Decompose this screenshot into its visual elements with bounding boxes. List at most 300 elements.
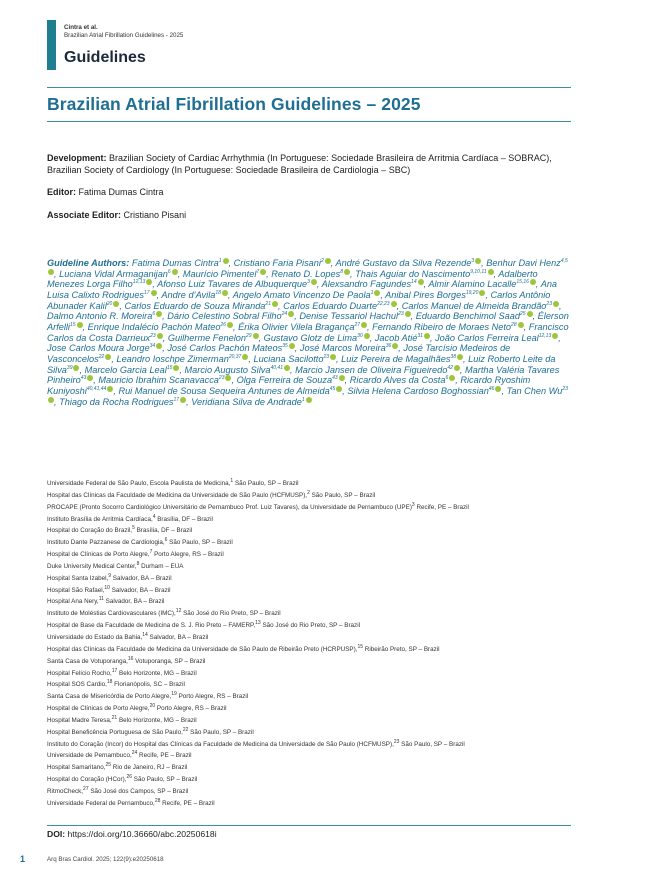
editor-label: Editor: <box>47 187 76 197</box>
guideline-authors-label: Guideline Authors: <box>47 258 130 268</box>
affiliation-location: Brasília, DF – Brazil <box>155 515 213 523</box>
affiliation-location: São Paulo, SP – Brazil <box>167 539 233 547</box>
author-affiliation-sup: 23 <box>323 353 329 360</box>
author-separator: , <box>113 385 116 396</box>
affiliation-location: Belo Horizonte, MG – Brazil <box>117 669 197 677</box>
author-affiliation-sup: 35 <box>282 343 288 350</box>
page-number: 1 <box>20 854 26 864</box>
affiliation-location: São Paulo, SP – Brazil <box>132 776 198 784</box>
affiliation-item <box>47 656 572 668</box>
author-name: Luiz Roberto Leite da Silva <box>47 353 556 375</box>
author-separator: , <box>266 268 269 279</box>
author-entry <box>416 311 533 321</box>
affiliation-number: 6 <box>164 537 168 544</box>
author-affiliation-sup: 15,16 <box>516 279 529 286</box>
affiliation-location: São José do Rio Preto, SP – Brazil <box>260 622 361 630</box>
author-affiliation-sup: 6 <box>445 375 449 382</box>
author-affiliation-sup: 18 <box>215 289 221 296</box>
affiliation-item <box>47 514 572 526</box>
author-affiliation-sup: 24 <box>281 311 288 318</box>
affiliation-location: Brasília, DF – Brazil <box>134 527 193 535</box>
title-divider <box>47 121 571 122</box>
author-name: André Gustavo da Silva Rezende <box>335 258 472 268</box>
affiliation-number: 8 <box>136 560 140 567</box>
affiliation-location: São Paulo, SP – Brazil <box>309 491 376 499</box>
author-entry <box>59 269 178 279</box>
author-affiliation-sup: 3 <box>307 279 310 286</box>
author-entry <box>341 354 463 364</box>
author-entry <box>59 397 186 407</box>
author-separator: , <box>410 311 414 322</box>
author-separator: , <box>294 343 298 354</box>
author-affiliation-sup: 34 <box>149 343 156 350</box>
author-name: Luciana Sacilotto <box>253 353 324 364</box>
affiliation-institution: Hospital de Clínicas de Porto Alegre, <box>47 551 150 559</box>
affiliation-item <box>47 679 572 691</box>
author-entry <box>283 301 396 311</box>
affiliation-institution: Santa Casa de Misericórdia de Porto Alegre, <box>47 693 172 701</box>
author-affiliation-sup: 20 <box>106 300 113 307</box>
author-name: Thais Aguiar do Nascimento <box>355 268 471 279</box>
affiliation-location: São Paulo, SP – Brazil <box>233 480 299 487</box>
affiliation-location: Salvador, BA – Brazil <box>109 586 171 594</box>
author-name: Mauricio Ibrahim Scanavacca <box>98 375 219 386</box>
author-name: Thiago da Rocha Rodrigues <box>59 396 174 407</box>
author-name: Afonso Luiz Tavares de Albuquerque <box>157 279 308 290</box>
author-entry <box>183 269 266 279</box>
author-affiliation-sup: 1 <box>218 257 222 264</box>
author-separator: , <box>344 375 348 386</box>
affiliation-item <box>47 644 572 656</box>
author-name: Dário Celestino Sobral Filho <box>167 311 282 322</box>
affiliation-item <box>47 798 572 810</box>
affiliation-location: Salvador, BA – Brazil <box>147 633 209 641</box>
author-separator: , <box>455 375 458 386</box>
author-entry <box>264 333 370 343</box>
author-affiliation-sup: 20,37 <box>228 353 242 360</box>
affiliation-institution: Hospital das Clínicas da Faculdade de Medicina da Universidade de São Paulo (HCFMUSP), <box>47 491 308 499</box>
affiliation-item <box>47 490 572 502</box>
author-affiliation-sup: 14 <box>411 279 417 286</box>
associate-editor-name: Cristiano Pisani <box>123 210 187 220</box>
affiliation-item <box>47 774 572 786</box>
author-affiliation-sup: 1 <box>370 289 374 296</box>
author-name: Anibal Pires Borges <box>385 289 466 300</box>
author-affiliation-sup: 2 <box>320 257 324 264</box>
author-separator: , <box>459 364 463 375</box>
author-name: Marcio Jansen de Oliveira Figueiredo <box>295 364 448 375</box>
affiliation-number: 2 <box>307 489 310 496</box>
development-text: Brazilian Society of Cardiac Arrhythmia (In Portuguese: Sociedade Brasileira de Arritmia Cardíaca – SOBRAC), Brazilian Society of Cardiology (In Portuguese: Sociedade Brasileira de Cardiologia – SBC) <box>47 153 552 175</box>
affiliation-institution: Hospital do Coração do Brazil, <box>47 527 133 535</box>
author-separator: , <box>369 332 373 343</box>
author-name: Carlos Eduardo de Souza Miranda <box>124 300 266 311</box>
author-affiliation-sup: 12,13 <box>132 279 146 286</box>
affiliation-location: Recife, PE – Brazil <box>137 752 192 760</box>
author-name: Carlos Manuel de Almeida Brandão <box>401 300 547 311</box>
author-name: Luiz Pereira de Magalhães <box>341 353 451 364</box>
affiliation-institution: Hospital do Coração (HCor), <box>47 776 127 784</box>
author-name: João Carlos Ferreira Leal <box>435 332 539 343</box>
author-affiliation-sup: 3 <box>471 257 475 264</box>
author-entry <box>322 279 424 289</box>
affiliation-location: Ribeirão Preto, SP – Brazil <box>363 645 440 653</box>
journal-citation: Arq Bras Cardiol. 2025; 122(9):e20250618 <box>47 856 164 863</box>
author-separator: , <box>54 268 57 279</box>
author-name: Angelo Amato Vincenzo De Paola <box>232 289 371 300</box>
doi-line <box>47 829 217 839</box>
affiliation-item <box>47 478 572 490</box>
affiliation-location: Florianópolis, SC – Brazil <box>112 681 185 689</box>
author-separator: , <box>316 279 320 290</box>
affiliation-location: Votuporanga, SP – Brazil <box>133 657 206 665</box>
affiliation-number: 20 <box>149 702 156 709</box>
header-authors: Cintra et al. <box>64 24 98 31</box>
author-name: Denise Tessariol Hachul <box>299 311 399 322</box>
author-affiliation-sup: 12,13 <box>538 332 552 339</box>
author-affiliation-sup: 28 <box>511 321 517 328</box>
affiliation-institution: Hospital Madre Teresa, <box>47 716 112 724</box>
affiliation-number: 11 <box>98 596 104 603</box>
affiliation-location: Recife, PE – Brazil <box>160 799 215 807</box>
author-separator: , <box>396 300 400 311</box>
affiliation-item <box>47 585 572 597</box>
affiliation-number: 5 <box>132 525 135 532</box>
affiliation-location: Salvador, BA – Brazil <box>103 598 165 606</box>
affiliation-institution: Universidade Federal de Pernambuco, <box>47 799 155 807</box>
author-separator: , <box>79 364 83 375</box>
author-affiliation-sup: 4,5 <box>560 257 568 264</box>
author-affiliation-sup: 26 <box>220 321 227 328</box>
author-name: Benhur Davi Henz <box>486 258 561 268</box>
author-affiliation-sup: 8 <box>340 268 343 275</box>
affiliation-number: 25 <box>105 762 112 769</box>
author-separator: , <box>290 364 293 375</box>
author-affiliation-sup: 45 <box>329 385 336 392</box>
author-name: Ricardo Alves da Costa <box>349 375 446 386</box>
author-affiliation-sup: 43 <box>80 375 87 382</box>
author-name: José Carlos Pachón Mateos <box>167 343 283 354</box>
author-separator: , <box>227 289 231 300</box>
affiliation-institution: Instituto de Moléstias Cardiovasculares (IMC), <box>47 610 176 618</box>
author-separator: , <box>350 268 353 279</box>
affiliation-item <box>47 668 572 680</box>
affiliation-institution: Universidade do Estado da Bahia, <box>47 633 143 641</box>
author-entry <box>47 343 162 353</box>
top-divider <box>47 87 571 88</box>
author-separator: , <box>162 332 166 343</box>
affiliation-item <box>47 750 572 762</box>
author-separator: , <box>462 353 466 364</box>
affiliation-item <box>47 549 572 561</box>
author-separator: , <box>119 300 122 311</box>
author-affiliation-sup: 23 <box>398 311 404 318</box>
author-name: José Marcos Moreira <box>299 343 386 354</box>
section-label: Guidelines <box>64 49 146 66</box>
author-separator: , <box>342 385 345 396</box>
author-entry <box>347 386 501 396</box>
author-entry <box>234 258 331 268</box>
author-entry <box>271 269 350 279</box>
author-name: Tan Chen Wu <box>506 385 563 396</box>
affiliation-institution: Hospital Beneficência Portuguesa de São Paulo, <box>47 728 183 736</box>
author-name: Eduardo Benchimol Saad <box>415 311 520 322</box>
author-entry <box>185 365 290 375</box>
affiliation-number: 17 <box>111 667 118 674</box>
associate-editor-paragraph <box>47 210 572 222</box>
author-affiliation-sup: 31 <box>417 332 423 339</box>
author-affiliation-sup: 46 <box>488 385 495 392</box>
author-affiliation-sup: 38 <box>450 353 456 360</box>
author-entry <box>85 365 180 375</box>
affiliation-item <box>47 537 572 549</box>
affiliation-number: 7 <box>149 548 153 555</box>
author-name: Olga Ferreira de Souza <box>236 375 333 386</box>
author-separator: , <box>156 289 160 300</box>
author-entry <box>233 290 381 300</box>
author-name: Veridiana Silva de Andrade <box>191 396 302 407</box>
author-entry <box>47 311 162 321</box>
affiliation-number: 27 <box>83 785 89 792</box>
affiliation-institution: Hospital das Clínicas da Faculdade de Medicina da Universidade de São Paulo de Ribeirão Preto (HCRPUSP), <box>47 645 358 653</box>
author-entry <box>157 279 317 289</box>
affiliation-number: 1 <box>230 477 234 484</box>
author-separator: , <box>532 311 536 322</box>
affiliation-item <box>47 691 572 703</box>
editor-name: Fatima Dumas Cintra <box>78 187 164 197</box>
author-name: Ricardo Ryoshim Kuniyoshi <box>47 375 531 396</box>
affiliation-item <box>47 715 572 727</box>
affiliation-item <box>47 608 572 620</box>
affiliation-item <box>47 596 572 608</box>
affiliation-institution: Hospital Santa Izabel, <box>47 574 109 582</box>
author-entry <box>385 290 485 300</box>
orcid-icon[interactable] <box>306 397 312 403</box>
affiliation-institution: Instituto Dante Pazzanese de Cardiologia, <box>47 539 165 547</box>
affiliation-institution: Universidade Federal de São Paulo, Escola Paulista de Medicina, <box>47 480 231 487</box>
page-title: Brazilian Atrial Fibrillation Guidelines – 2025 <box>47 94 421 114</box>
author-affiliation-sup: 30 <box>357 332 363 339</box>
affiliation-location: Rio de Janeiro, RJ – Brazil <box>111 764 188 772</box>
affiliation-item <box>47 727 572 739</box>
author-separator: , <box>330 258 334 268</box>
author-separator: , <box>258 332 262 343</box>
affiliation-location: Recife, PE – Brazil <box>414 503 469 511</box>
author-separator: , <box>177 268 181 279</box>
author-affiliation-sup: 23 <box>546 300 552 307</box>
author-name: Martha Valéria Tavares Pinheiro <box>47 364 560 386</box>
author-affiliation-sup: 23 <box>562 385 568 392</box>
affiliation-item <box>47 739 572 751</box>
author-separator: , <box>380 289 383 300</box>
affiliation-location: Porto Alegre, RS – Brazil <box>152 551 224 559</box>
affiliation-item <box>47 703 572 715</box>
author-name: Andre d’Avila <box>161 289 216 300</box>
affiliation-number: 19 <box>171 691 177 698</box>
author-name: Érika Olivier Vilela Bragança <box>238 321 355 332</box>
author-name: Marcelo Garcia Leal <box>84 364 167 375</box>
author-name: Carlos Eduardo Duarte <box>283 300 378 311</box>
author-affiliation-sup: 9,10,11 <box>470 268 487 275</box>
author-separator: , <box>179 364 182 375</box>
author-entry <box>116 354 248 364</box>
author-entry <box>402 301 559 311</box>
author-name: Alexsandro Fagundes <box>321 279 412 290</box>
author-affiliation-sup: 23 <box>150 332 156 339</box>
affiliation-number: 14 <box>142 631 148 638</box>
author-separator: , <box>493 268 497 279</box>
affiliation-institution: Hospital SOS Cardio, <box>47 681 107 689</box>
affiliation-number: 3 <box>411 501 415 508</box>
author-affiliation-sup: 15 <box>166 364 173 371</box>
author-name: Almir Alamino Lacalle <box>428 279 517 290</box>
author-separator: , <box>248 353 251 364</box>
author-separator: , <box>231 375 235 386</box>
author-affiliation-sup: 40,41 <box>270 364 283 371</box>
author-name: Élerson Arfelli <box>47 311 569 332</box>
author-separator: , <box>429 332 433 343</box>
affiliation-institution: Hospital Samaritano, <box>47 764 106 772</box>
author-affiliation-sup: 15 <box>69 321 76 328</box>
affiliation-number: 9 <box>108 572 112 579</box>
guideline-authors <box>47 258 569 407</box>
author-entry <box>167 343 294 353</box>
author-separator: , <box>294 311 297 322</box>
affiliation-item <box>47 620 572 632</box>
author-separator: , <box>162 311 165 322</box>
affiliation-institution: Hospital de Clínicas de Porto Alegre, <box>47 705 150 713</box>
affiliation-item <box>47 632 572 644</box>
affiliation-item <box>47 786 572 798</box>
affiliation-number: 16 <box>127 655 134 662</box>
author-name: Adalberto Menezes Lorga Filho <box>47 268 538 290</box>
affiliation-location: Porto Alegre, RS – Brazil <box>155 705 227 713</box>
author-affiliation-sup: 17 <box>144 289 150 296</box>
author-name: Jose Carlos Moura Jorge <box>47 343 150 354</box>
author-affiliation-sup: 6 <box>167 268 171 275</box>
author-entry <box>118 386 342 396</box>
affiliation-institution: Hospital de Base da Faculdade de Medicina de S. J. Rio Preto – FAMERP, <box>47 622 256 630</box>
author-separator: , <box>233 321 236 332</box>
author-affiliation-sup: 42 <box>447 364 453 371</box>
author-entry <box>428 279 536 289</box>
affiliations-list <box>47 478 572 810</box>
author-name: Carlos Antônio Abunader Kalil <box>47 289 551 311</box>
affiliation-institution: Universidade de Pernambuco, <box>47 752 132 760</box>
author-affiliation-sup: 27 <box>354 321 360 328</box>
author-entry <box>435 333 558 343</box>
affiliation-item <box>47 762 572 774</box>
author-name: Enrique Indalécio Pachón Mateo <box>87 321 221 332</box>
affiliation-number: 23 <box>393 738 400 745</box>
affiliation-location: São José dos Campos, SP – Brazil <box>88 787 189 795</box>
author-separator: , <box>485 289 488 300</box>
development-label: Development: <box>47 153 107 163</box>
author-entry <box>98 375 231 385</box>
author-affiliation-sup: 29 <box>245 332 252 339</box>
author-name: Marcio Augusto Silva <box>184 364 271 375</box>
author-affiliation-sup: 39 <box>66 364 73 371</box>
affiliation-institution: Instituto Brasília de Arritmia Cardíaca, <box>47 515 153 523</box>
author-entry <box>167 311 294 321</box>
affiliation-item <box>47 573 572 585</box>
author-separator: , <box>367 321 370 332</box>
author-name: Renato D. Lopes <box>271 268 341 279</box>
author-separator: , <box>558 332 561 343</box>
author-separator: , <box>523 321 527 332</box>
affiliation-institution: Hospital São Rafael, <box>47 586 105 594</box>
development-paragraph <box>47 153 572 176</box>
author-name: Fernando Ribeiro de Moraes Neto <box>372 321 512 332</box>
author-separator: , <box>186 396 189 407</box>
header-accent-bar <box>47 20 56 70</box>
running-header <box>64 24 183 40</box>
author-separator: , <box>336 353 339 364</box>
author-separator: , <box>277 300 281 311</box>
affiliation-number: 12 <box>175 608 182 615</box>
affiliation-location: Salvador, BA – Brazil <box>111 574 172 582</box>
affiliation-number: 10 <box>104 584 110 591</box>
author-separator: , <box>152 279 155 290</box>
author-entry <box>238 322 367 332</box>
author-affiliation-sup: 6 <box>152 311 156 318</box>
header-running-title: Brazilian Atrial Fibrillation Guidelines - 2025 <box>64 32 184 39</box>
associate-editor-label: Associate Editor: <box>47 210 122 220</box>
author-separator: , <box>558 300 562 311</box>
affiliation-number: 15 <box>357 643 364 650</box>
author-affiliation-sup: 1 <box>301 396 305 403</box>
affiliation-location: São Paulo, SP – Brazil <box>399 740 465 748</box>
author-entry <box>132 258 229 268</box>
author-name: Luciana Vidal Armaganijan <box>59 268 168 279</box>
affiliation-institution: Santa Casa de Votuporanga, <box>47 657 128 665</box>
author-separator: , <box>82 321 86 332</box>
editor-paragraph <box>47 187 572 199</box>
author-name: Cristiano Faria Pisani <box>233 258 321 268</box>
author-entry <box>350 375 455 385</box>
author-separator: , <box>481 258 484 268</box>
author-name: Leandro Ioschpe Zimerman <box>116 353 229 364</box>
author-entry <box>253 354 336 364</box>
author-name: Guilherme Fenelon <box>167 332 246 343</box>
affiliation-location: Porto Alegre, RS – Brazil <box>176 693 249 701</box>
author-affiliation-sup: 19,20 <box>465 289 479 296</box>
author-affiliation-sup: 43 <box>332 375 338 382</box>
author-affiliation-sup: 21 <box>265 300 271 307</box>
author-entry <box>124 301 278 311</box>
affiliation-institution: Hospital Felício Rocho, <box>47 669 112 677</box>
affiliation-number: 24 <box>131 750 138 757</box>
author-affiliation-sup: 36 <box>385 343 392 350</box>
author-entry <box>295 365 460 375</box>
author-name: Dalmo Antonio R. Moreira <box>47 311 153 322</box>
author-name: Maurício Pimentel <box>182 268 257 279</box>
author-entry <box>191 397 311 407</box>
affiliation-institution: RitmoCheck, <box>47 787 84 795</box>
author-name: Gustavo Glotz de Lima <box>263 332 358 343</box>
author-affiliation-sup: 25 <box>519 311 526 318</box>
author-name: Fatima Dumas Cintra <box>131 258 219 268</box>
author-separator: , <box>535 279 539 290</box>
affiliation-item <box>47 525 572 537</box>
author-name: José Tarcísio Medeiros de Vasconcelos <box>47 343 511 364</box>
author-name: Jacob Atié <box>374 332 418 343</box>
author-name: Ana Luisa Calixto Rodrigues <box>47 279 558 300</box>
author-entry <box>336 258 482 268</box>
author-affiliation-sup: 17 <box>173 396 180 403</box>
author-separator: , <box>111 353 114 364</box>
doi-link[interactable]: https://doi.org/10.36660/abc.20250618i <box>67 829 217 839</box>
